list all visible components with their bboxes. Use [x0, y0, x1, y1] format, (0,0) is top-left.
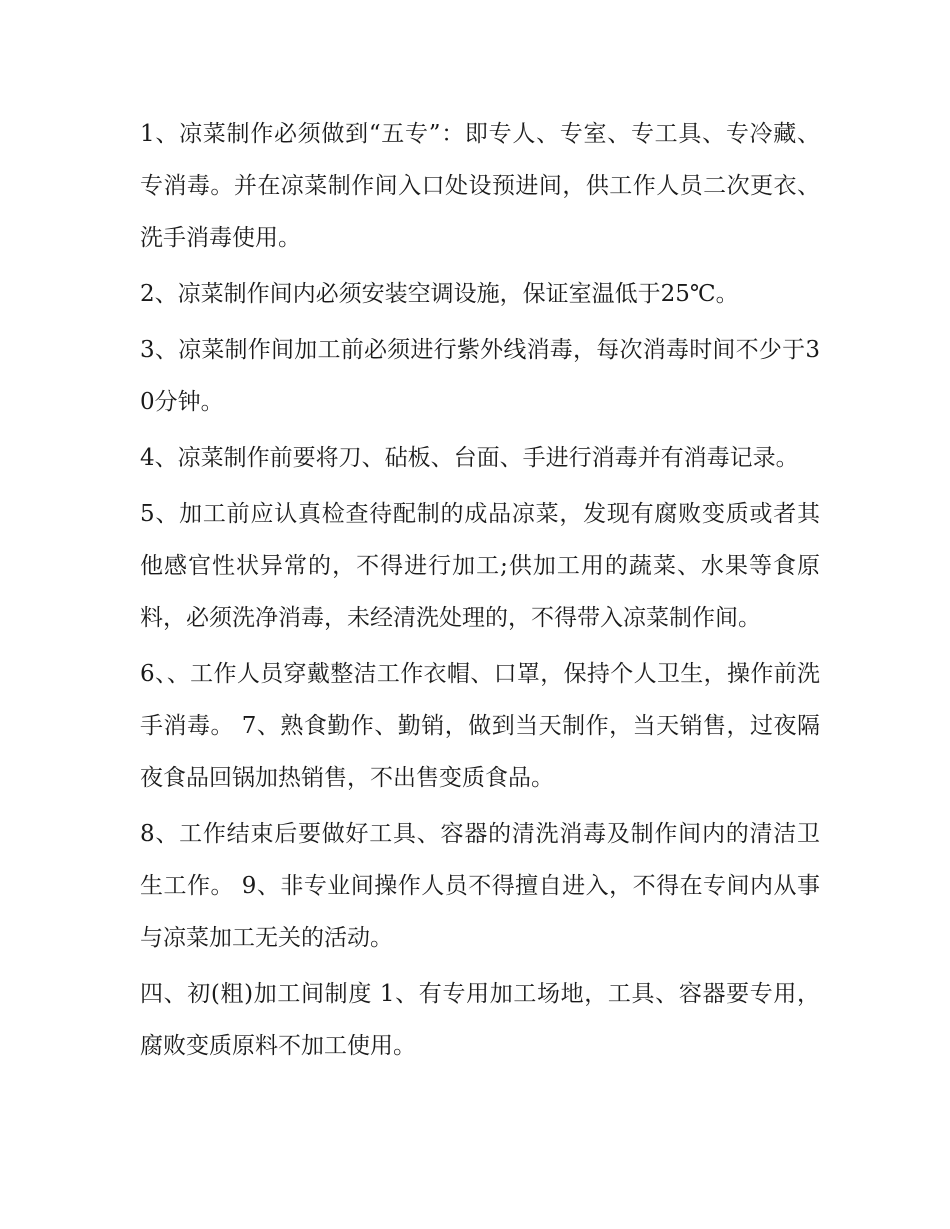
paragraph-4: 4、凉菜制作前要将刀、砧板、台面、手进行消毒并有消毒记录。: [140, 445, 799, 471]
paragraph-1: 1、凉菜制作必须做到“五专”：即专人、专室、专工具、专冷藏、专消毒。并在凉菜制作间入口处设预进间，供工作人员二次更衣、洗手消毒使用。: [140, 121, 820, 251]
document-body: [140, 108, 820, 1076]
paragraph-8: 四、初(粗)加工间制度 1、有专用加工场地，工具、容器要专用，腐败变质原料不加工使用。: [140, 981, 820, 1059]
paragraph-5: 5、加工前应认真检查待配制的成品凉菜，发现有腐败变质或者其他感官性状异常的，不得进行加工;供加工用的蔬菜、水果等食原料，必须洗净消毒，未经清洗处理的，不得带入凉菜制作间。: [140, 501, 820, 631]
paragraph-2: 2、凉菜制作间内必须安装空调设施，保证室温低于25℃。: [140, 281, 739, 307]
paragraph-3: 3、凉菜制作间加工前必须进行紫外线消毒，每次消毒时间不少于30分钟。: [140, 337, 820, 415]
paragraph-7: 8、工作结束后要做好工具、容器的清洗消毒及制作间内的清洁卫生工作。 9、非专业间操作人员不得擅自进入，不得在专间内从事与凉菜加工无关的活动。: [140, 821, 820, 951]
paragraph-6: 6、、工作人员穿戴整洁工作衣帽、口罩，保持个人卫生，操作前洗手消毒。 7、熟食勤作、勤销，做到当天制作，当天销售，过夜隔夜食品回锅加热销售，不出售变质食品。: [140, 661, 820, 791]
